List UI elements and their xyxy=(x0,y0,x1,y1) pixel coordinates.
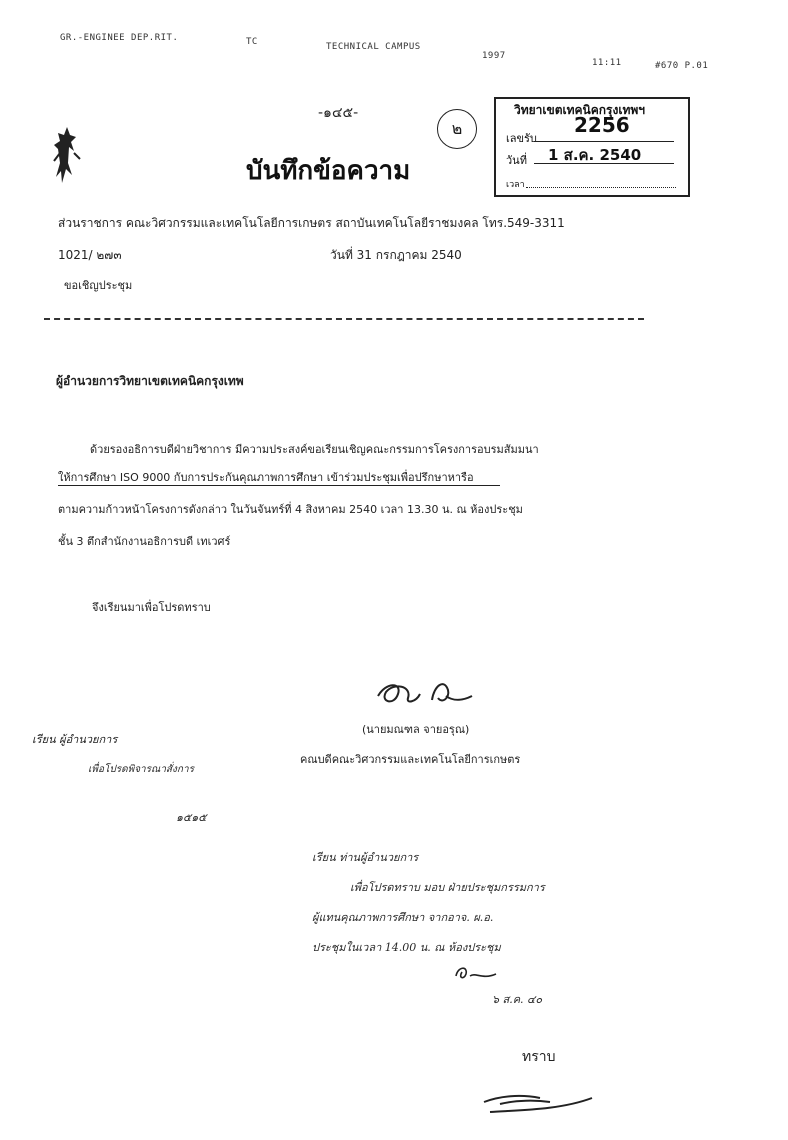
stamp-time-label: เวลา xyxy=(506,180,525,190)
stamp-institution: วิทยาเขตเทคนิคกรุงเทพฯ xyxy=(514,103,646,117)
closing: จึงเรียนมาเพื่อโปรดทราบ xyxy=(92,601,211,614)
acknowledged-note: ทราบ xyxy=(522,1049,556,1065)
body-line-1: ด้วยรองอธิการบดีฝ่ายวิชาการ มีความประสงค์ขอเรียนเชิญคณะกรรมการโครงการอบรมสัมมนา xyxy=(90,443,539,456)
stamp-date-label: วันที่ xyxy=(506,154,527,167)
subject: ขอเชิญประชุม xyxy=(64,279,133,292)
reference-number: 1021/ ๒๗๓ xyxy=(58,248,122,262)
fax-header-year: 1997 xyxy=(482,51,506,61)
initials-signature-image xyxy=(452,962,502,984)
stamp-receipt-label: เลขรับ xyxy=(506,132,537,145)
fax-header-page: #670 P.01 xyxy=(655,61,709,71)
routing-note-to: เรียน ผู้อำนวยการ xyxy=(32,733,118,746)
department-line: ส่วนราชการ คณะวิศวกรรมและเทคโนโลยีการเกษตร สถาบันเทคโนโลยีราชมงคล โทร.549-3311 xyxy=(58,216,565,230)
garuda-emblem-icon xyxy=(52,123,82,191)
circled-number: ๒ xyxy=(437,109,477,149)
stamp-date-value: 1 ส.ค. 2540 xyxy=(548,146,642,164)
stamp-time-line xyxy=(526,187,676,188)
handwritten-line-2: เพื่อโปรดทราบ มอบ ฝ่ายประชุมกรรมการ xyxy=(350,881,545,894)
handwritten-line-3: ผู้แทนคุณภาพการศึกษา จากอาจ. ผ.อ. xyxy=(312,911,494,924)
routing-note-number: ๑๕๑๕ xyxy=(176,811,207,824)
body-line-4: ชั้น 3 ตึกสำนักงานอธิการบดี เทเวศร์ xyxy=(58,535,231,548)
body-line-3: ตามความก้าวหน้าโครงการดังกล่าว ในวันจันทร์ที่ 4 สิงหาคม 2540 เวลา 13.30 น. ณ ห้องประชุม xyxy=(58,503,523,516)
page-title: บันทึกข้อความ xyxy=(246,156,411,186)
routing-note-instruction: เพื่อโปรดพิจารณาสั่งการ xyxy=(88,764,194,775)
stamp-receipt-line xyxy=(534,141,674,142)
document-number: -๑๔๕- xyxy=(318,105,359,121)
signer-title: คณบดีคณะวิศวกรรมและเทคโนโลยีการเกษตร xyxy=(300,753,521,766)
handwritten-date: ๖ ส.ค. ๔๐ xyxy=(492,993,543,1006)
stamp-receipt-number: 2256 xyxy=(574,113,630,137)
header-divider xyxy=(44,318,644,320)
fax-header-sender: GR.-ENGINEE DEP.RIT. xyxy=(60,33,179,43)
fax-header-to: TC xyxy=(246,37,258,47)
signer-name: (นายมณฑล จายอรุณ) xyxy=(362,723,470,736)
receipt-stamp xyxy=(494,97,690,197)
signature-image xyxy=(372,672,512,712)
final-signature-image xyxy=(480,1088,600,1118)
document-date: วันที่ 31 กรกฎาคม 2540 xyxy=(330,248,462,262)
fax-header-campus: TECHNICAL CAMPUS xyxy=(326,42,421,52)
handwritten-line-4: ประชุมในเวลา 14.00 น. ณ ห้องประชุม xyxy=(312,941,501,954)
addressee: ผู้อำนวยการวิทยาเขตเทคนิคกรุงเทพ xyxy=(56,374,244,388)
body-line-2: ให้การศึกษา ISO 9000 กับการประกันคุณภาพการศึกษา เข้าร่วมประชุมเพื่อปรึกษาหารือ xyxy=(58,471,474,484)
body-underline xyxy=(58,485,500,486)
stamp-date-line xyxy=(534,163,674,164)
fax-header-time: 11:11 xyxy=(592,58,622,68)
handwritten-line-1: เรียน ท่านผู้อำนวยการ xyxy=(312,851,419,864)
